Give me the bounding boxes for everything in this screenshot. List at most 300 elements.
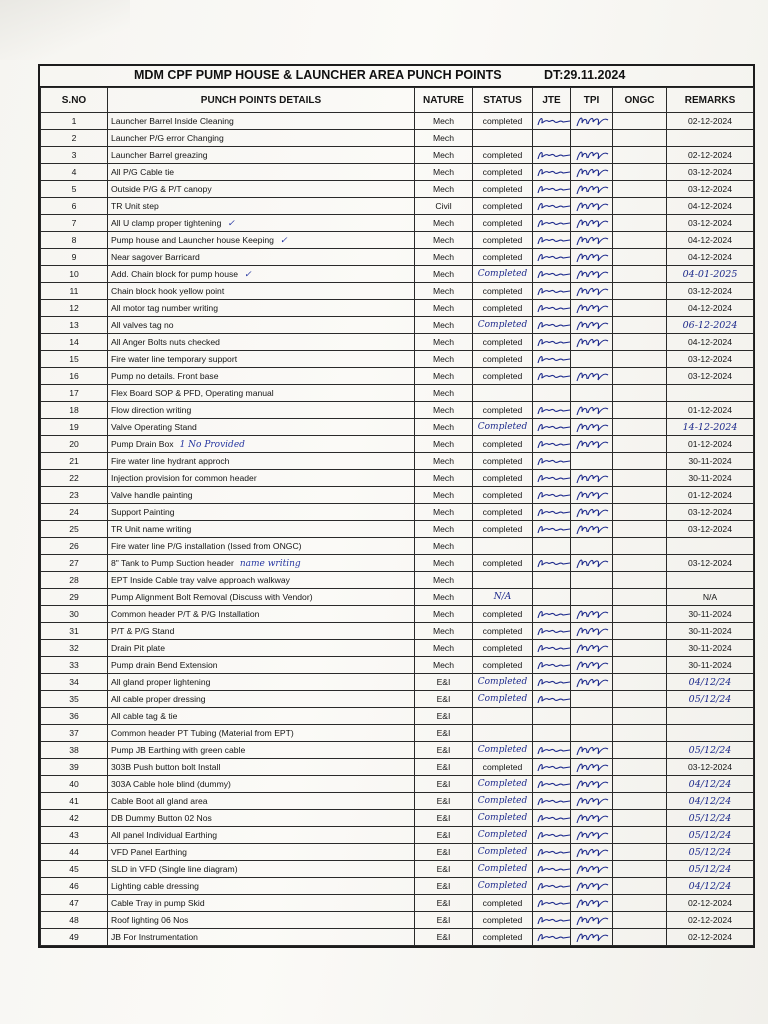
cell-status: completed [473,147,533,164]
tpi-signature-icon [574,337,610,348]
cell-remarks: 04/12/24 [667,674,754,691]
detail-text: Launcher Barrel greazing [111,150,208,160]
table-row [41,351,754,368]
cell-detail [108,521,415,538]
detail-text: Pump house and Launcher house Keeping [111,234,274,245]
cell-detail [108,130,415,147]
cell-remarks: 04/12/24 [667,776,754,793]
cell-remarks: 03-12-2024 [667,181,754,198]
table-row [41,470,754,487]
cell-tpi [571,453,613,470]
table-row [41,623,754,640]
cell-tpi [571,708,613,725]
cell-jte [533,283,571,300]
cell-tpi [571,487,613,504]
cell-jte [533,487,571,504]
tpi-signature-icon [574,677,610,688]
cell-nature: Mech [415,317,473,334]
cell-jte [533,249,571,266]
cell-jte [533,793,571,810]
tpi-signature-icon [574,932,610,943]
cell-nature: Mech [415,572,473,589]
jte-signature-icon [536,490,571,501]
cell-status: completed [473,504,533,521]
cell-status: completed [473,487,533,504]
cell-jte [533,538,571,555]
cell-status: completed [473,606,533,623]
tpi-signature-icon [574,201,610,212]
jte-signature-icon [536,626,571,637]
cell-status: completed [473,640,533,657]
cell-tpi [571,232,613,249]
detail-text: Launcher Barrel Inside Cleaning [111,116,234,126]
cell-detail [108,844,415,861]
tpi-signature-icon [574,490,610,501]
table-row [41,504,754,521]
cell-nature: E&I [415,878,473,895]
cell-sno: 31 [41,623,108,640]
cell-detail [108,895,415,912]
cell-nature: Mech [415,470,473,487]
cell-status: N/A [473,589,533,606]
detail-text: Outside P/G & P/T canopy [111,184,212,194]
cell-sno: 15 [41,351,108,368]
tpi-signature-icon [574,881,610,892]
cell-tpi [571,538,613,555]
cell-nature: Mech [415,130,473,147]
table-row [41,266,754,283]
cell-jte [533,436,571,453]
cell-nature: Mech [415,504,473,521]
cell-ongc [613,130,667,147]
cell-detail [108,300,415,317]
cell-tpi [571,436,613,453]
cell-detail [108,708,415,725]
table-row [41,130,754,147]
table-header-row [41,88,754,113]
tpi-signature-icon [574,864,610,875]
cell-sno: 4 [41,164,108,181]
jte-signature-icon [536,252,571,263]
punch-points-table [40,87,754,946]
col-header-sno: S.NO [41,88,108,113]
jte-signature-icon [536,218,571,229]
cell-jte [533,215,571,232]
cell-tpi [571,793,613,810]
tpi-signature-icon [574,303,610,314]
cell-jte [533,827,571,844]
cell-remarks: 04-12-2024 [667,300,754,317]
table-row [41,929,754,946]
cell-ongc [613,504,667,521]
col-header-remarks: REMARKS [667,88,754,113]
table-row [41,521,754,538]
cell-tpi [571,555,613,572]
cell-tpi [571,878,613,895]
cell-sno: 2 [41,130,108,147]
tpi-signature-icon [574,235,610,246]
cell-nature: E&I [415,742,473,759]
table-row [41,793,754,810]
cell-ongc [613,657,667,674]
jte-signature-icon [536,677,571,688]
cell-status: completed [473,215,533,232]
cell-sno: 1 [41,113,108,130]
detail-text: Support Painting [111,507,175,517]
cell-status: completed [473,198,533,215]
cell-detail [108,249,415,266]
detail-text: Near sagover Barricard [111,252,200,262]
cell-ongc [613,453,667,470]
jte-signature-icon [536,779,571,790]
table-row [41,912,754,929]
cell-nature: E&I [415,827,473,844]
detail-text: Drain Pit plate [111,643,165,653]
cell-remarks: 05/12/24 [667,861,754,878]
jte-signature-icon [536,303,571,314]
tpi-signature-icon [574,473,610,484]
detail-text: Roof lighting 06 Nos [111,915,189,925]
cell-remarks [667,725,754,742]
table-row [41,487,754,504]
cell-sno: 45 [41,861,108,878]
cell-tpi [571,504,613,521]
cell-ongc [613,538,667,555]
cell-ongc [613,368,667,385]
jte-signature-icon [536,337,571,348]
cell-ongc [613,725,667,742]
cell-sno: 30 [41,606,108,623]
detail-text: All panel Individual Earthing [111,830,218,840]
cell-sno: 39 [41,759,108,776]
handwritten-note: ✓ [244,269,252,280]
cell-remarks: 30-11-2024 [667,657,754,674]
cell-nature: E&I [415,759,473,776]
jte-signature-icon [536,422,571,433]
table-row [41,283,754,300]
cell-status [473,572,533,589]
jte-signature-icon [536,201,571,212]
cell-detail [108,232,415,249]
cell-remarks: 03-12-2024 [667,759,754,776]
cell-status: completed [473,249,533,266]
cell-jte [533,470,571,487]
cell-jte [533,929,571,946]
cell-sno: 22 [41,470,108,487]
cell-remarks: 03-12-2024 [667,368,754,385]
cell-status: Completed [473,266,533,283]
tpi-signature-icon [574,218,610,229]
detail-text: All gland proper lightening [111,677,211,687]
cell-detail [108,164,415,181]
cell-jte [533,351,571,368]
cell-sno: 24 [41,504,108,521]
cell-tpi [571,776,613,793]
table-row [41,589,754,606]
cell-sno: 32 [41,640,108,657]
cell-remarks: 01-12-2024 [667,402,754,419]
cell-remarks: 02-12-2024 [667,912,754,929]
cell-detail [108,334,415,351]
cell-ongc [613,164,667,181]
tpi-signature-icon [574,558,610,569]
detail-text: All valves tag no [111,320,174,330]
cell-jte [533,776,571,793]
cell-detail [108,810,415,827]
cell-sno: 12 [41,300,108,317]
cell-ongc [613,436,667,453]
cell-remarks: 30-11-2024 [667,640,754,657]
cell-detail [108,793,415,810]
cell-status: Completed [473,793,533,810]
cell-ongc [613,402,667,419]
tpi-signature-icon [574,796,610,807]
cell-ongc [613,266,667,283]
tpi-signature-icon [574,813,610,824]
cell-status: completed [473,929,533,946]
jte-signature-icon [536,694,571,705]
cell-remarks [667,708,754,725]
cell-detail [108,674,415,691]
jte-signature-icon [536,235,571,246]
cell-nature: Mech [415,606,473,623]
cell-tpi [571,759,613,776]
cell-sno: 8 [41,232,108,249]
title-row [40,66,753,87]
cell-remarks: 05/12/24 [667,742,754,759]
jte-signature-icon [536,184,571,195]
jte-signature-icon [536,813,571,824]
cell-sno: 34 [41,674,108,691]
cell-jte [533,521,571,538]
cell-status: completed [473,402,533,419]
jte-signature-icon [536,439,571,450]
cell-remarks: 03-12-2024 [667,164,754,181]
cell-status [473,708,533,725]
cell-jte [533,725,571,742]
handwritten-note: 1 No Provided [179,439,245,450]
table-row [41,334,754,351]
tpi-signature-icon [574,915,610,926]
cell-remarks: 04-12-2024 [667,198,754,215]
detail-text: DB Dummy Button 02 Nos [111,813,212,823]
cell-ongc [613,521,667,538]
cell-ongc [613,759,667,776]
cell-ongc [613,742,667,759]
jte-signature-icon [536,473,571,484]
cell-sno: 17 [41,385,108,402]
cell-ongc [613,470,667,487]
detail-text: TR Unit name writing [111,524,192,534]
cell-remarks: 14-12-2024 [667,419,754,436]
cell-ongc [613,351,667,368]
table-row [41,368,754,385]
cell-detail [108,385,415,402]
table-row [41,657,754,674]
cell-nature: E&I [415,725,473,742]
cell-jte [533,164,571,181]
cell-remarks: 30-11-2024 [667,606,754,623]
table-row [41,861,754,878]
cell-sno: 13 [41,317,108,334]
cell-status: completed [473,657,533,674]
table-row [41,878,754,895]
jte-signature-icon [536,150,571,161]
tpi-signature-icon [574,320,610,331]
cell-jte [533,708,571,725]
cell-status: completed [473,623,533,640]
cell-tpi [571,929,613,946]
cell-ongc [613,708,667,725]
detail-text: 8" Tank to Pump Suction header [111,557,234,568]
tpi-signature-icon [574,898,610,909]
cell-remarks: 04/12/24 [667,878,754,895]
cell-status: completed [473,555,533,572]
cell-ongc [613,419,667,436]
cell-ongc [613,555,667,572]
detail-text: Launcher P/G error Changing [111,133,224,143]
cell-nature: Mech [415,538,473,555]
cell-nature: E&I [415,929,473,946]
cell-ongc [613,215,667,232]
cell-ongc [613,385,667,402]
handwritten-note: ✓ [279,235,288,246]
cell-detail [108,861,415,878]
cell-tpi [571,300,613,317]
cell-detail [108,640,415,657]
cell-status: completed [473,470,533,487]
table-row [41,300,754,317]
cell-sno: 23 [41,487,108,504]
detail-text: Cable Boot all gland area [111,796,208,806]
detail-text: Fire water line temporary support [111,354,238,364]
cell-status: completed [473,334,533,351]
cell-sno: 16 [41,368,108,385]
detail-text: All cable tag & tie [111,711,178,721]
detail-text: Pump no details. Front base [111,371,219,381]
cell-tpi [571,742,613,759]
jte-signature-icon [536,847,571,858]
cell-nature: Mech [415,589,473,606]
cell-jte [533,691,571,708]
cell-tpi [571,640,613,657]
cell-remarks: 02-12-2024 [667,113,754,130]
punch-list-table-frame [38,64,755,948]
cell-remarks: 03-12-2024 [667,521,754,538]
cell-jte [533,572,571,589]
cell-remarks: 30-11-2024 [667,453,754,470]
jte-signature-icon [536,864,571,875]
cell-ongc [613,691,667,708]
cell-tpi [571,674,613,691]
col-header-ongc: ONGC [613,88,667,113]
cell-status: completed [473,283,533,300]
cell-ongc [613,300,667,317]
detail-text: Common header PT Tubing (Material from EPT) [111,728,294,738]
cell-jte [533,385,571,402]
cell-jte [533,759,571,776]
cell-remarks [667,385,754,402]
cell-jte [533,147,571,164]
jte-signature-icon [536,898,571,909]
cell-jte [533,895,571,912]
cell-detail [108,555,415,572]
cell-sno: 49 [41,929,108,946]
cell-ongc [613,674,667,691]
cell-tpi [571,861,613,878]
cell-nature: Mech [415,487,473,504]
cell-ongc [613,317,667,334]
cell-remarks: 04-12-2024 [667,232,754,249]
cell-tpi [571,334,613,351]
jte-signature-icon [536,405,571,416]
cell-ongc [613,776,667,793]
tpi-signature-icon [574,286,610,297]
detail-text: All cable proper dressing [111,694,206,704]
tpi-signature-icon [574,371,610,382]
cell-tpi [571,419,613,436]
cell-status: completed [473,895,533,912]
cell-nature: Mech [415,351,473,368]
cell-nature: Mech [415,436,473,453]
tpi-signature-icon [574,405,610,416]
cell-tpi [571,164,613,181]
cell-nature: Mech [415,640,473,657]
col-header-nature: NATURE [415,88,473,113]
tpi-signature-icon [574,779,610,790]
cell-detail [108,606,415,623]
tpi-signature-icon [574,252,610,263]
cell-detail [108,436,415,453]
cell-tpi [571,691,613,708]
cell-detail [108,504,415,521]
cell-sno: 27 [41,555,108,572]
jte-signature-icon [536,524,571,535]
cell-detail [108,147,415,164]
tpi-signature-icon [574,422,610,433]
cell-remarks: 03-12-2024 [667,555,754,572]
cell-status: completed [473,759,533,776]
cell-nature: Mech [415,266,473,283]
cell-ongc [613,113,667,130]
cell-status [473,385,533,402]
cell-detail [108,538,415,555]
detail-text: EPT Inside Cable tray valve approach walkway [111,575,290,585]
cell-sno: 29 [41,589,108,606]
cell-status: completed [473,453,533,470]
cell-jte [533,453,571,470]
detail-text: Add. Chain block for pump house [111,268,239,279]
cell-nature: Mech [415,283,473,300]
cell-ongc [613,232,667,249]
table-row [41,249,754,266]
cell-ongc [613,861,667,878]
cell-sno: 11 [41,283,108,300]
cell-status [473,130,533,147]
table-row [41,419,754,436]
cell-status: completed [473,521,533,538]
tpi-signature-icon [574,507,610,518]
cell-detail [108,691,415,708]
cell-jte [533,555,571,572]
cell-nature: E&I [415,776,473,793]
cell-nature: Mech [415,453,473,470]
cell-ongc [613,912,667,929]
cell-sno: 41 [41,793,108,810]
tpi-signature-icon [574,660,610,671]
jte-signature-icon [536,609,571,620]
detail-text: JB For Instrumentation [111,932,198,942]
